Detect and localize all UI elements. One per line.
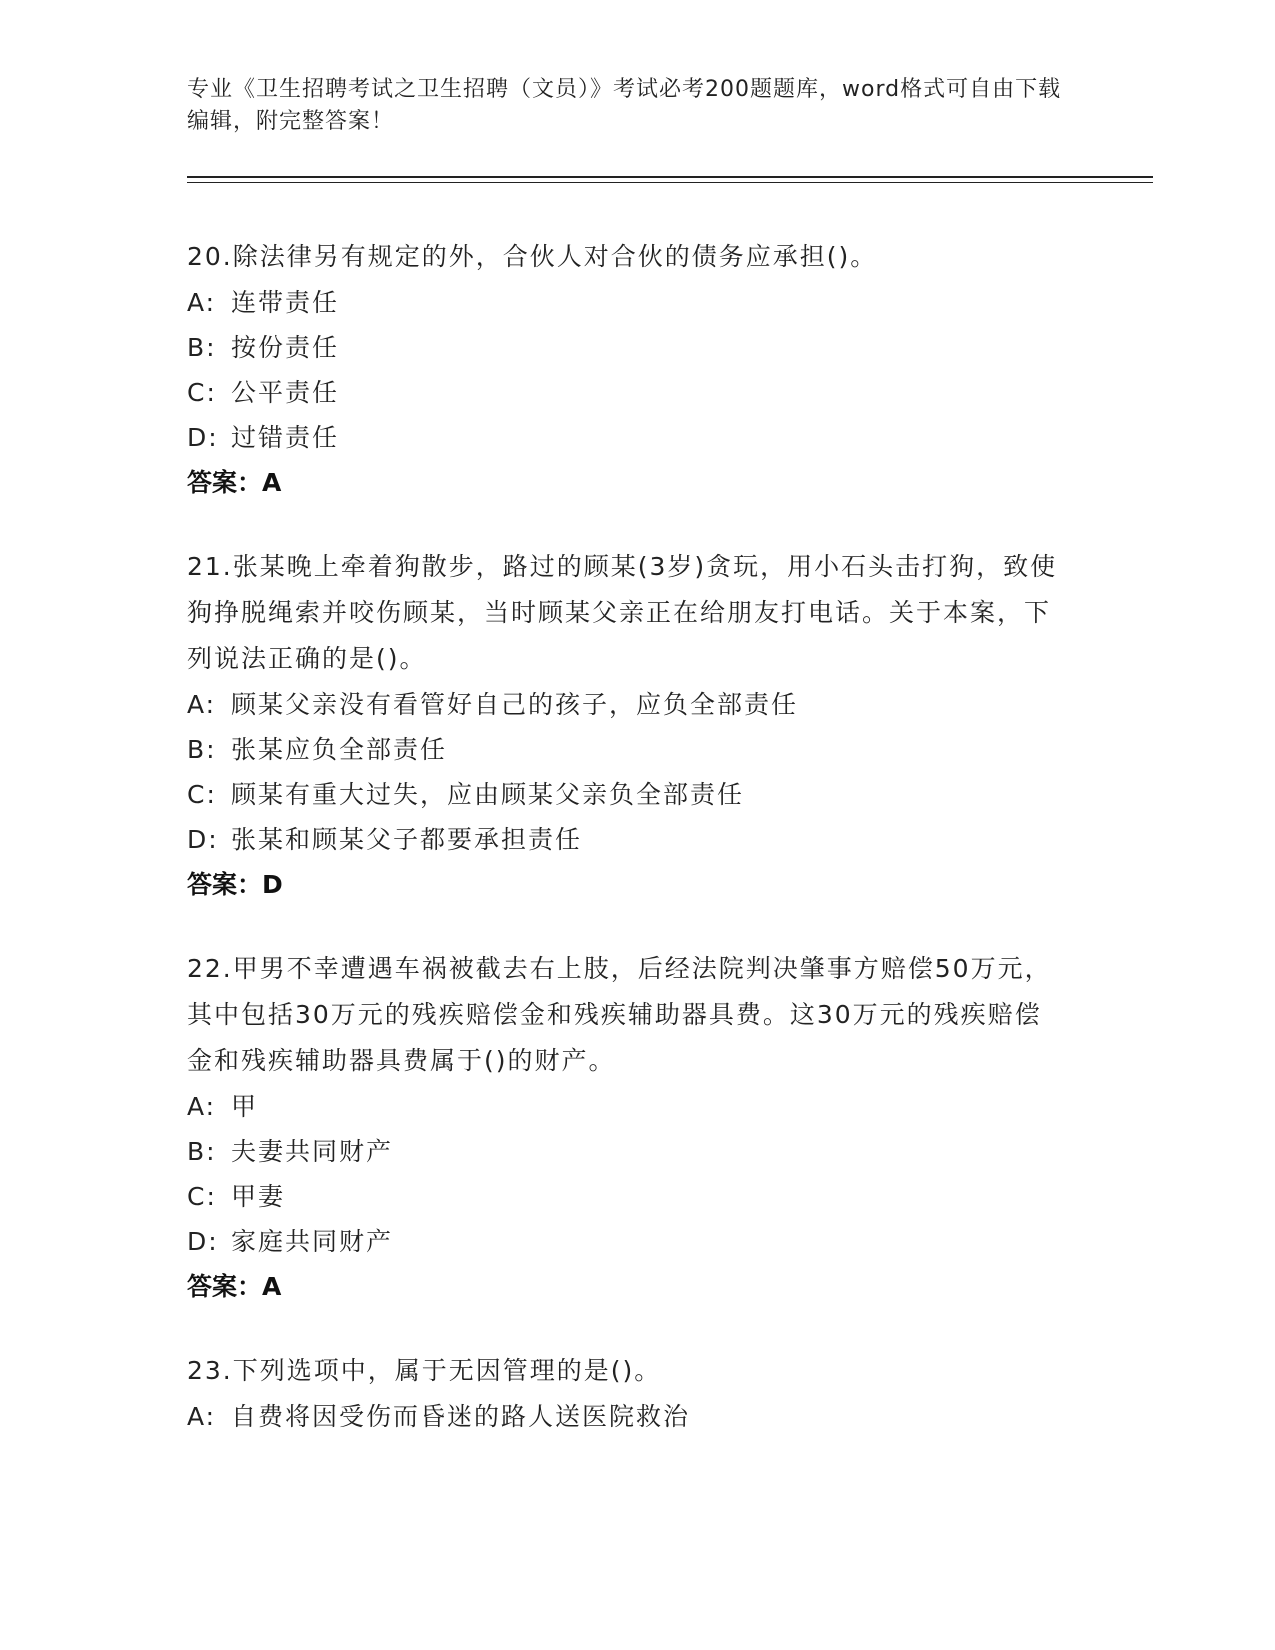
option-c	[187, 772, 1067, 817]
answer: 答案：A	[187, 468, 282, 497]
header-divider	[187, 176, 1153, 178]
question-20	[187, 234, 1067, 506]
option-text: 顾某有重大过失，应由顾某父亲负全部责任	[231, 780, 745, 809]
option-d	[187, 415, 1067, 460]
option-letter: A:	[187, 1402, 217, 1431]
option-c	[187, 370, 1067, 415]
question-stem: 22.甲男不幸遭遇车祸被截去右上肢，后经法院判决肇事方赔偿50万元，其中包括30万元的残疾赔偿金和残疾辅助器具费。这30万元的残疾赔偿金和残疾辅助器具费属于()的财产。	[187, 954, 1052, 1075]
option-text: 张某和顾某父子都要承担责任	[231, 825, 583, 854]
option-letter: C:	[187, 378, 217, 407]
question-23	[187, 1348, 1067, 1439]
header-divider-thin	[187, 182, 1153, 183]
option-b	[187, 325, 1067, 370]
option-text: 连带责任	[231, 288, 340, 317]
option-letter: A:	[187, 288, 217, 317]
option-text: 家庭共同财产	[231, 1227, 394, 1256]
option-text: 张某应负全部责任	[231, 735, 448, 764]
option-b	[187, 1129, 1067, 1174]
option-letter: A:	[187, 1092, 217, 1121]
answer: 答案：A	[187, 1272, 282, 1301]
option-d	[187, 1219, 1067, 1264]
option-a	[187, 1394, 1067, 1439]
question-stem: 20.除法律另有规定的外，合伙人对合伙的债务应承担()。	[187, 242, 878, 271]
option-text: 自费将因受伤而昏迷的路人送医院救治	[231, 1402, 691, 1431]
option-a	[187, 1084, 1067, 1129]
option-text: 甲妻	[231, 1182, 286, 1211]
question-21	[187, 544, 1067, 908]
option-b	[187, 727, 1067, 772]
option-text: 过错责任	[231, 423, 340, 452]
option-d	[187, 817, 1067, 862]
option-letter: B:	[187, 735, 217, 764]
document-header: 专业《卫生招聘考试之卫生招聘（文员）》考试必考200题题库，word格式可自由下载编辑，附完整答案！	[187, 77, 1062, 134]
question-stem: 21.张某晚上牵着狗散步，路过的顾某(3岁)贪玩，用小石头击打狗，致使狗挣脱绳索并咬伤顾某，当时顾某父亲正在给朋友打电话。关于本案，下列说法正确的是()。	[187, 552, 1058, 673]
option-text: 公平责任	[231, 378, 340, 407]
option-text: 顾某父亲没有看管好自己的孩子，应负全部责任	[231, 690, 799, 719]
option-text: 甲	[231, 1092, 259, 1121]
option-a	[187, 280, 1067, 325]
answer: 答案：D	[187, 870, 283, 899]
option-letter: D:	[187, 1227, 219, 1256]
option-letter: D:	[187, 423, 219, 452]
option-letter: D:	[187, 825, 219, 854]
question-stem: 23.下列选项中，属于无因管理的是()。	[187, 1356, 662, 1385]
option-letter: C:	[187, 1182, 217, 1211]
option-letter: B:	[187, 1137, 217, 1166]
option-letter: A:	[187, 690, 217, 719]
option-a	[187, 682, 1067, 727]
option-c	[187, 1174, 1067, 1219]
option-text: 夫妻共同财产	[231, 1137, 394, 1166]
question-22	[187, 946, 1067, 1310]
option-letter: C:	[187, 780, 217, 809]
question-list	[187, 234, 1067, 1477]
option-letter: B:	[187, 333, 217, 362]
option-text: 按份责任	[231, 333, 340, 362]
